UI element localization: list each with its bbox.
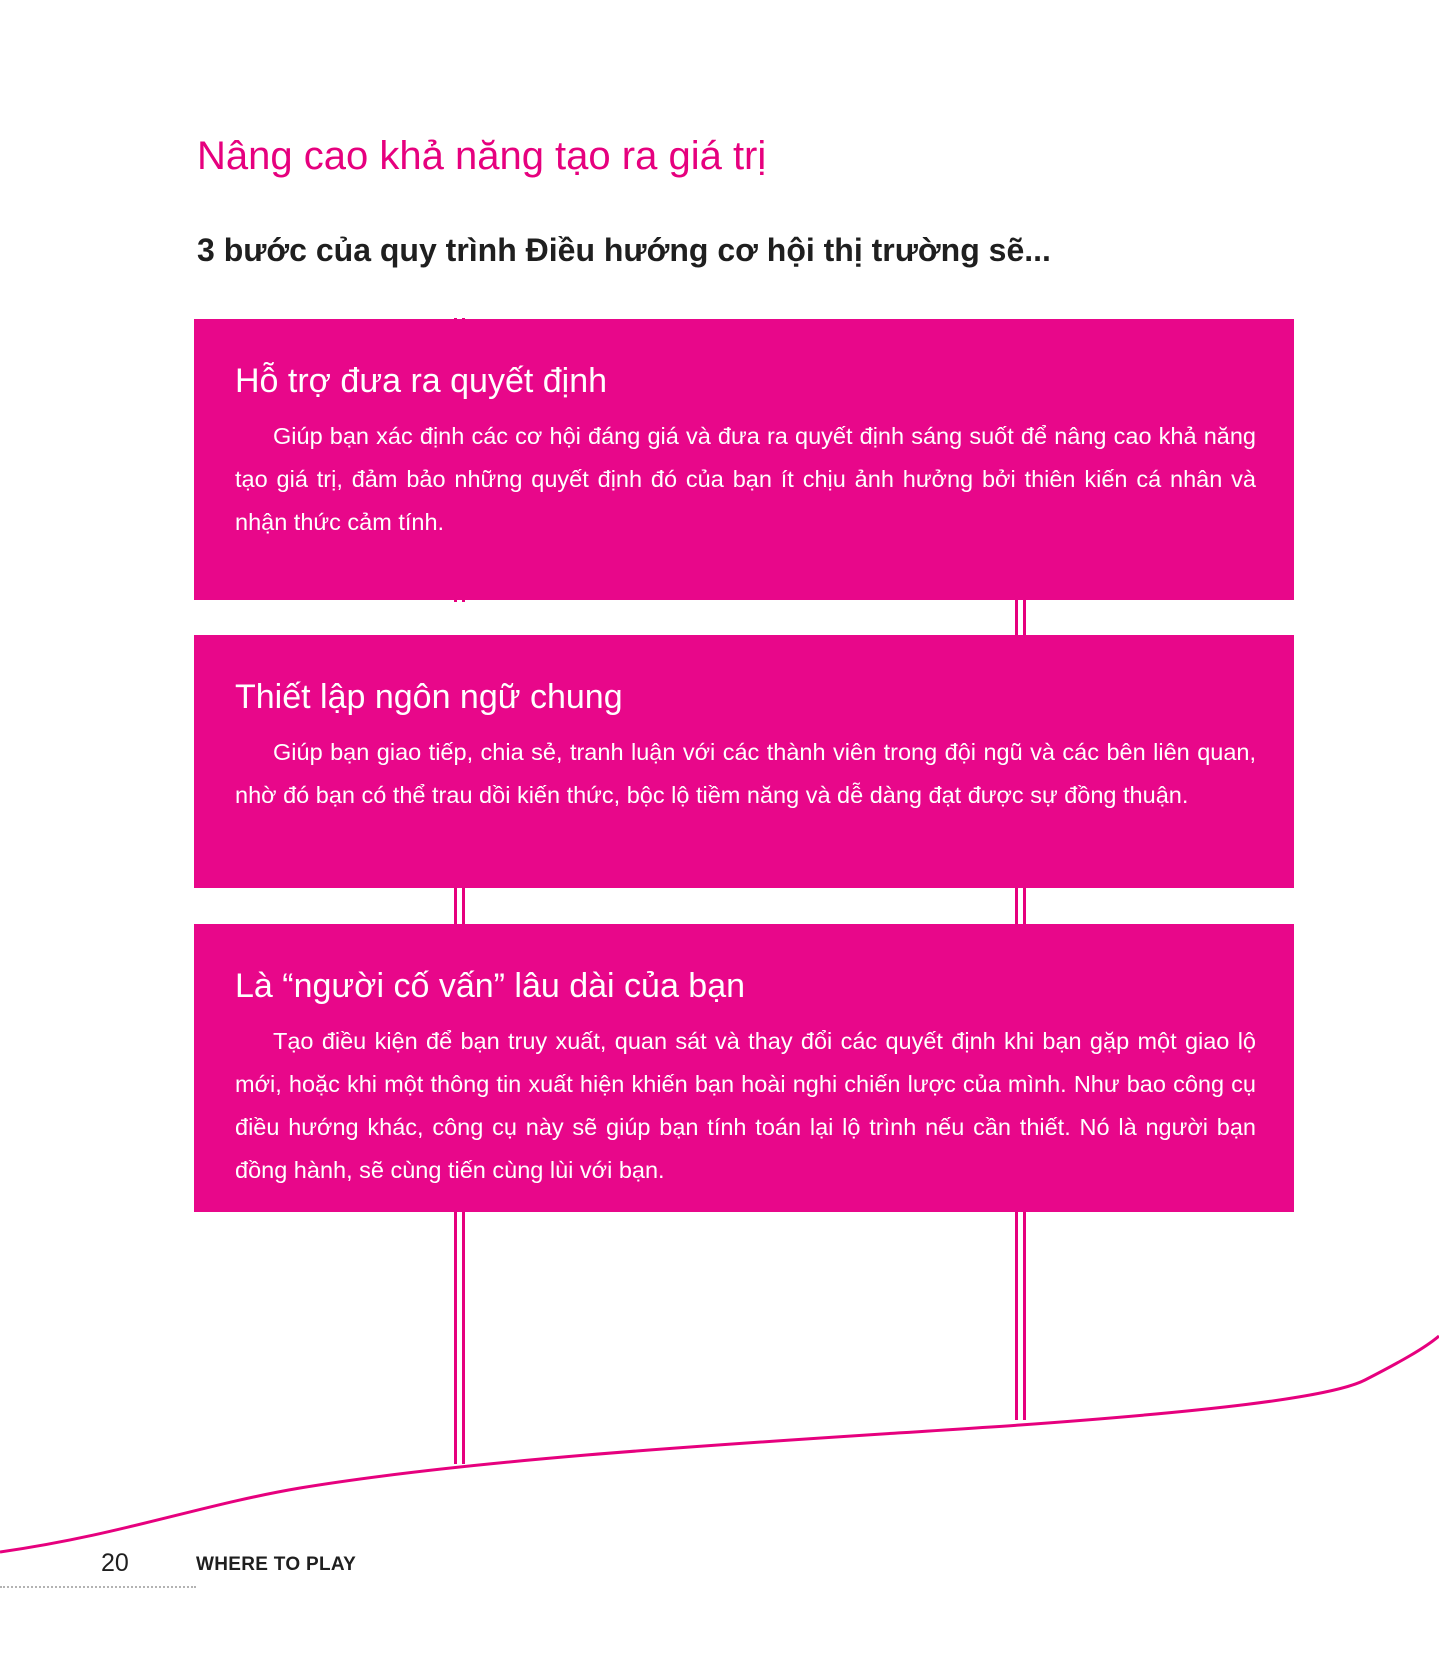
card-common-language [194,635,1294,888]
card-heading: Là “người cố vấn” lâu dài của bạn [235,967,746,1005]
page-title: Nâng cao khả năng tạo ra giá trị [197,134,767,178]
connector-right-3 [1015,1212,1026,1420]
footer-divider [0,1586,196,1588]
page-number: 20 [101,1549,129,1577]
card-body: Tạo điều kiện để bạn truy xuất, quan sát và thay đổi các quyết định khi bạn gặp một giao lộ mới, hoặc khi một thông tin xuất hiện khiến bạn hoài nghi chiến lược của mình. Như bao công cụ điều hướng khác, công cụ này sẽ giúp bạn tính toán lại lộ trình nếu cần thiết. Nó là người bạn đồng hành, sẽ cùng tiến cùng lùi với bạn. [235,1027,1256,1183]
connector-right-2 [1015,888,1026,924]
connector-right-1 [1015,595,1026,635]
card-decision-support [194,319,1294,600]
card-heading: Thiết lập ngôn ngữ chung [235,678,623,716]
section-label: WHERE TO PLAY [196,1554,357,1575]
connector-left-3 [454,1212,465,1464]
page-subtitle: 3 bước của quy trình Điều hướng cơ hội thị trường sẽ... [197,232,1051,268]
card-body: Giúp bạn giao tiếp, chia sẻ, tranh luận với các thành viên trong đội ngũ và các bên liên quan, nhờ đó bạn có thể trau dồi kiến thức, bộc lộ tiềm năng và dễ dàng đạt được sự đồng thuận. [235,738,1256,808]
card-heading: Hỗ trợ đưa ra quyết định [235,362,608,400]
card-body: Giúp bạn xác định các cơ hội đáng giá và đưa ra quyết định sáng suốt để nâng cao khả năng tạo giá trị, đảm bảo những quyết định đó của bạn ít chịu ảnh hưởng bởi thiên kiến cá nhân và nhận thức cảm tính. [235,422,1256,535]
card-long-term-advisor [194,924,1294,1212]
connector-left-2 [454,888,465,924]
